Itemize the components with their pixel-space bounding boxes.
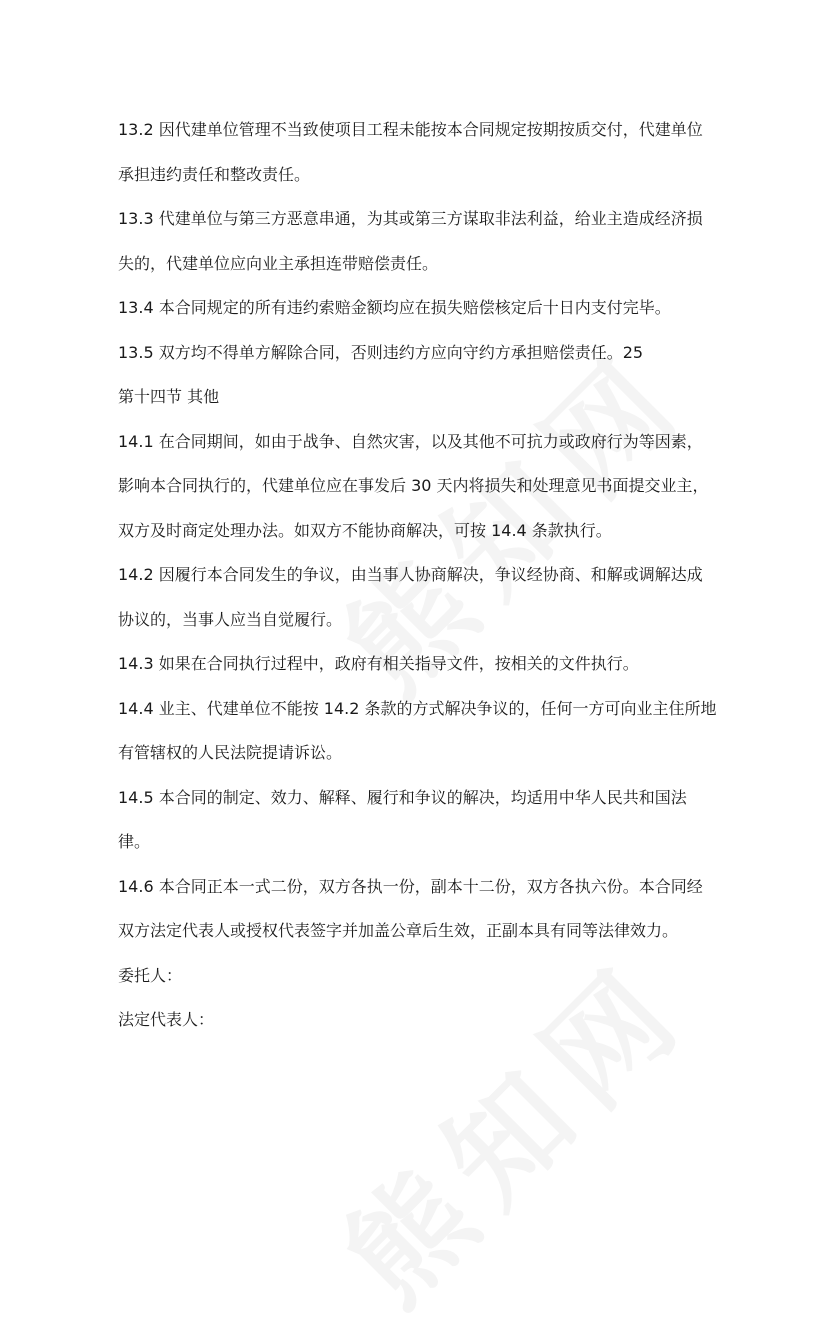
clause-13-5: 13.5 双方均不得单方解除合同，否则违约方应向守约方承担赔偿责任。25 bbox=[118, 342, 644, 362]
section-heading-14: 第十四节 其他 bbox=[118, 387, 220, 406]
clause-14-6: 14.6 本合同正本一式二份，双方各执一份，副本十二份，双方各执六份。本合同经双方法定代表人或授权代表签字并加盖公章后生效，正副本具有同等法律效力。 bbox=[118, 876, 703, 940]
clause-13-4: 13.4 本合同规定的所有违约索赔金额均应在损失赔偿核定后十日内支付完毕。 bbox=[118, 298, 671, 317]
legal-representative-line: 法定代表人： bbox=[118, 1010, 215, 1029]
clause-14-2: 14.2 因履行本合同发生的争议，由当事人协商解决，争议经协商、和解或调解达成协议的，当事人应当自觉履行。 bbox=[118, 565, 703, 629]
clause-13-2: 13.2 因代建单位管理不当致使项目工程未能按本合同规定按期按质交付，代建单位承担违约责任和整改责任。 bbox=[118, 120, 703, 184]
clause-14-5: 14.5 本合同的制定、效力、解释、履行和争议的解决，均适用中华人民共和国法律。 bbox=[118, 787, 687, 851]
clause-14-4: 14.4 业主、代建单位不能按 14.2 条款的方式解决争议的，任何一方可向业主住所地有管辖权的人民法院提请诉讼。 bbox=[118, 698, 717, 762]
clause-14-3: 14.3 如果在合同执行过程中，政府有相关指导文件，按相关的文件执行。 bbox=[118, 654, 639, 673]
clause-13-3: 13.3 代建单位与第三方恶意串通，为其或第三方谋取非法利益，给业主造成经济损失的，代建单位应向业主承担连带赔偿责任。 bbox=[118, 209, 703, 273]
document-body bbox=[118, 108, 718, 1043]
principal-signature-line: 委托人： bbox=[118, 965, 183, 985]
clause-14-1: 14.1 在合同期间，如由于战争、自然灾害，以及其他不可抗力或政府行为等因素，影响本合同执行的，代建单位应在事发后 30 天内将损失和处理意见书面提交业主，双方及时商定处理办法。如双方不能协商解决，可按 14.4 条款执行。 bbox=[118, 431, 709, 540]
